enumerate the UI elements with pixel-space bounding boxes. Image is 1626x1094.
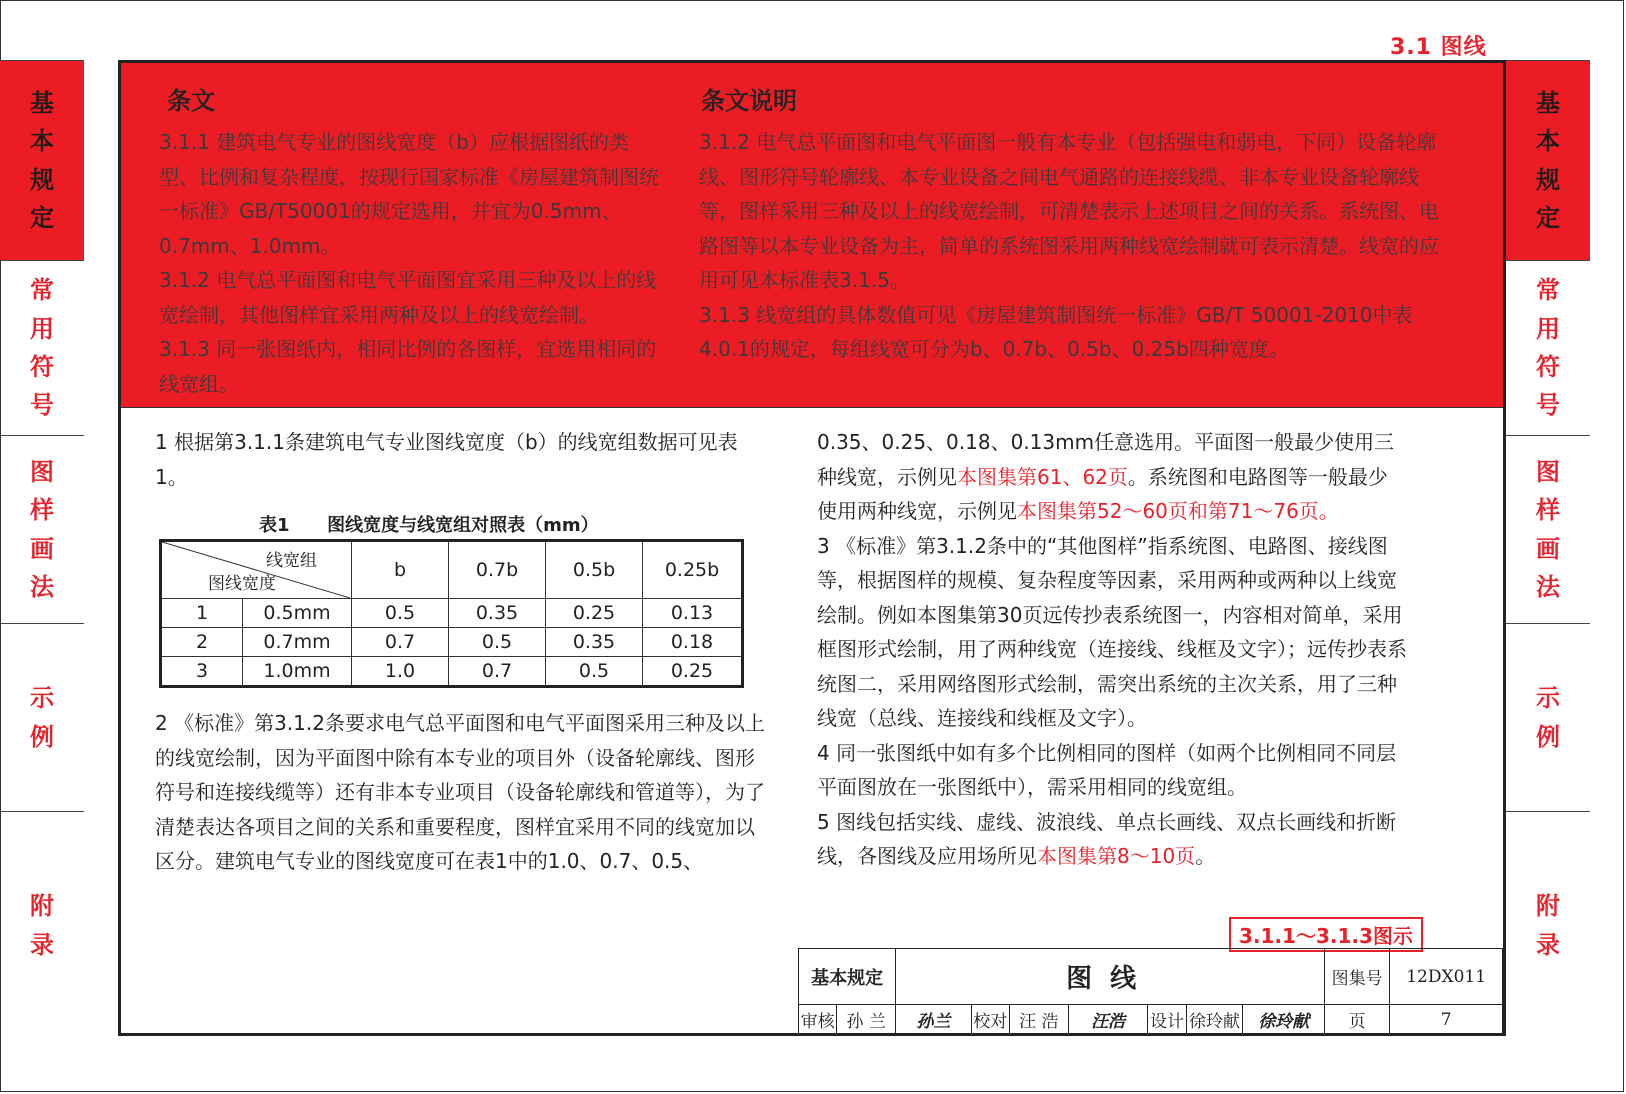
designer-signature: 徐玲献 bbox=[1243, 1005, 1325, 1035]
side-tab-label: 图 样 画 法 bbox=[1536, 457, 1560, 601]
table-header-cell: b bbox=[352, 541, 449, 599]
table-cell: 0.7 bbox=[352, 628, 449, 657]
table-row bbox=[161, 628, 743, 657]
side-tab-label: 附 录 bbox=[1536, 892, 1560, 959]
linewidth-table bbox=[159, 539, 744, 688]
note-1 bbox=[155, 425, 755, 494]
page-number: 7 bbox=[1390, 1005, 1503, 1035]
table-cell: 0.5mm bbox=[243, 599, 352, 628]
check-label: 校对 bbox=[971, 1005, 1009, 1035]
table-cell: 0.13 bbox=[643, 599, 743, 628]
note-2 bbox=[155, 706, 765, 879]
title-block-row bbox=[799, 949, 1503, 1005]
clause-item: 3.1.1 建筑电气专业的图线宽度（b）应根据图纸的类型、比例和复杂程度，按现行国家标准《房屋建筑制图统一标准》GB/T50001的规定选用，并宜为0.5mm、0.7mm、1.0mm。 bbox=[159, 130, 659, 258]
clauses-heading: 条文 bbox=[167, 87, 215, 115]
side-tab-drawing[interactable] bbox=[0, 435, 84, 623]
table-cell: 0.5 bbox=[546, 657, 643, 687]
note-1-text: 1 根据第3.1.1条建筑电气专业图线宽度（b）的线宽组数据可见表1。 bbox=[155, 430, 738, 489]
side-tab-basic[interactable] bbox=[1506, 60, 1590, 260]
side-tab-label: 图 样 画 法 bbox=[30, 457, 54, 601]
side-tab-symbols[interactable] bbox=[0, 260, 84, 435]
side-tab-basic[interactable] bbox=[0, 60, 84, 260]
table-cell: 0.5 bbox=[449, 628, 546, 657]
checker-signature: 汪浩 bbox=[1068, 1005, 1148, 1035]
title-block-category: 基本规定 bbox=[799, 949, 896, 1005]
clause-item: 3.1.3 同一张图纸内，相同比例的各图样，宜选用相同的线宽组。 bbox=[159, 337, 657, 396]
explanations-list bbox=[699, 125, 1439, 367]
table-cell: 0.25 bbox=[643, 657, 743, 687]
page-reference-link[interactable]: 本图集第8～10页 bbox=[1037, 844, 1196, 868]
side-tab-label: 基 本 规 定 bbox=[30, 88, 54, 232]
explanation-item: 3.1.3 线宽组的具体数值可见《房屋建筑制图统一标准》GB/T 50001-2010中表4.0.1的规定，每组线宽可分为b、0.7b、0.5b、0.25b四种宽度。 bbox=[699, 302, 1413, 361]
table-cell: 0.25 bbox=[546, 599, 643, 628]
side-tab-label: 附 录 bbox=[30, 892, 54, 959]
table-cell: 0.7mm bbox=[243, 628, 352, 657]
side-tab-label: 示 例 bbox=[30, 684, 54, 751]
figure-stamp: 3.1.1～3.1.3图示 bbox=[1229, 917, 1423, 952]
side-tab-examples[interactable] bbox=[0, 623, 84, 811]
table-cell: 0.35 bbox=[449, 599, 546, 628]
explanation-item: 3.1.2 电气总平面图和电气平面图一般有本专业（包括强电和弱电，下同）设备轮廓线、图形符号轮廓线、本专业设备之间电气通路的连接线缆、非本专业设备轮廓线等，图样采用三种及以上的线宽绘制，可清楚表示上述项目之间的关系。系统图、电路图等以本专业设备为主，简单的系统图采用两种线宽绘制就可表示清楚。线宽的应用可见本标准表3.1.5。 bbox=[699, 130, 1439, 292]
note-text: 。 bbox=[1195, 844, 1216, 868]
note-2-text: 2 《标准》第3.1.2条要求电气总平面图和电气平面图采用三种及以上的线宽绘制，因为平面图中除有本专业的项目外（设备轮廓线、图形符号和连接线缆等）还有非本专业项目（设备轮廓线和管道等），为了清楚表达各项目之间的关系和重要程度，图样宜采用不同的线宽加以区分。建筑电气专业的图线宽度可在表1中的1.0、0.7、0.5、 bbox=[155, 711, 765, 873]
side-tab-examples[interactable] bbox=[1506, 623, 1590, 811]
table-header-row bbox=[161, 541, 743, 599]
table-row bbox=[161, 657, 743, 687]
note-text: 。系统图和电路图等一般最少使用两种线宽，示例见 bbox=[817, 464, 1388, 523]
reviewer-name: 孙 兰 bbox=[837, 1005, 896, 1035]
table-caption: 表1 图线宽度与线宽组对照表（mm） bbox=[259, 515, 599, 536]
title-block-atlas-no: 12DX011 bbox=[1390, 949, 1503, 1005]
page-reference-link[interactable]: 本图集第52～60页和第71～76页。 bbox=[1017, 499, 1339, 523]
reviewer-signature: 孙兰 bbox=[896, 1005, 971, 1035]
side-tab-drawing[interactable] bbox=[1506, 435, 1590, 623]
table-cell: 3 bbox=[161, 657, 243, 687]
notes-right bbox=[817, 425, 1407, 874]
corner-bottom-label: 图线宽度 bbox=[208, 574, 276, 594]
clause-item: 3.1.2 电气总平面图和电气平面图宜采用三种及以上的线宽绘制，其他图样宜采用两种及以上的线宽绘制。 bbox=[159, 268, 657, 327]
note-3: 3 《标准》第3.1.2条中的“其他图样”指系统图、电路图、接线图等，根据图样的规模、复杂程度等因素，采用两种或两种以上线宽绘制。例如本图集第30页远传抄表系统图一，内容相对简单，采用框图形式绘制，用了两种线宽（连接线、线框及文字）；远传抄表系统图二，采用网络图形式绘制，需突出系统的主次关系，用了三种线宽（总线、连接线和线框及文字）。 bbox=[817, 533, 1407, 730]
review-label: 审核 bbox=[799, 1005, 837, 1035]
table-cell: 0.5 bbox=[352, 599, 449, 628]
clauses-list bbox=[159, 125, 659, 401]
checker-name: 汪 浩 bbox=[1009, 1005, 1068, 1035]
page-heading: 3.1 图线 bbox=[1390, 35, 1487, 60]
table-header-cell: 0.25b bbox=[643, 541, 743, 599]
side-tab-appendix[interactable] bbox=[1506, 811, 1590, 1039]
page-label: 页 bbox=[1325, 1005, 1390, 1035]
table-cell: 2 bbox=[161, 628, 243, 657]
table-header-cell: 0.7b bbox=[449, 541, 546, 599]
title-block-row bbox=[799, 1005, 1503, 1035]
design-label: 设计 bbox=[1148, 1005, 1186, 1035]
page-reference-link[interactable]: 本图集第61、62页 bbox=[957, 464, 1128, 489]
table-cell: 1.0mm bbox=[243, 657, 352, 687]
designer-name: 徐玲献 bbox=[1186, 1005, 1243, 1035]
side-tab-label: 常 用 符 号 bbox=[1536, 276, 1560, 420]
explanations-heading: 条文说明 bbox=[701, 87, 797, 115]
title-block-title: 图线 bbox=[896, 949, 1325, 1005]
side-tab-label: 示 例 bbox=[1536, 684, 1560, 751]
table-cell: 1.0 bbox=[352, 657, 449, 687]
note-text: 5 图线包括实线、虚线、波浪线、单点长画线、双点长画线和折断线，各图线及应用场所见 bbox=[817, 809, 1397, 868]
note-4: 4 同一张图纸中如有多个比例相同的图样（如两个比例相同不同层平面图放在一张图纸中），需采用相同的线宽组。 bbox=[817, 740, 1397, 799]
corner-top-label: 线宽组 bbox=[266, 551, 317, 571]
side-tab-label: 常 用 符 号 bbox=[30, 276, 54, 420]
note-5 bbox=[817, 805, 1407, 874]
note-2-continued bbox=[817, 425, 1407, 529]
side-tab-symbols[interactable] bbox=[1506, 260, 1590, 435]
content-panel bbox=[118, 60, 1506, 1036]
side-tab-appendix[interactable] bbox=[0, 811, 84, 1039]
clause-panel bbox=[121, 63, 1503, 408]
table-header-cell: 0.5b bbox=[546, 541, 643, 599]
table-cell: 0.7 bbox=[449, 657, 546, 687]
table-row bbox=[161, 599, 743, 628]
title-block-atlas-label: 图集号 bbox=[1325, 949, 1390, 1005]
table-cell: 1 bbox=[161, 599, 243, 628]
side-tab-label: 基 本 规 定 bbox=[1536, 88, 1560, 232]
note-text: 0.35、0.25、0.18、0.13mm任意选用。平面图一般最少使用三种线宽，示例见 bbox=[817, 430, 1395, 489]
table-corner-cell bbox=[161, 541, 352, 599]
title-block bbox=[798, 948, 1503, 1035]
table-cell: 0.35 bbox=[546, 628, 643, 657]
table-cell: 0.18 bbox=[643, 628, 743, 657]
